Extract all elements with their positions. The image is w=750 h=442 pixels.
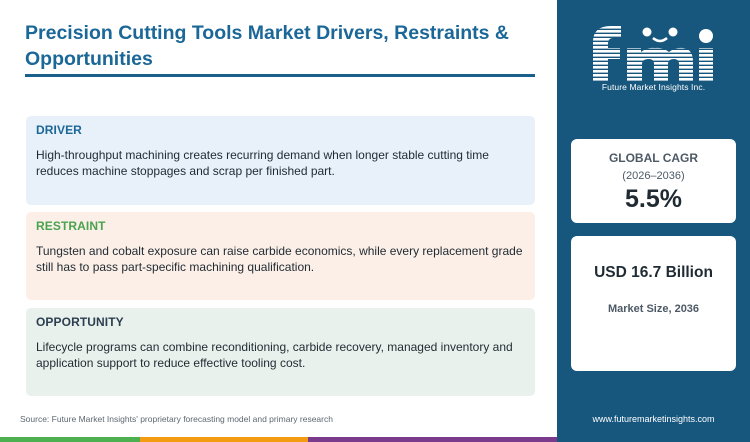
bar-segment-orange xyxy=(140,437,308,442)
title-divider xyxy=(25,74,535,77)
bar-segment-purple xyxy=(308,437,557,442)
cagr-card xyxy=(571,139,736,223)
driver-heading: DRIVER xyxy=(36,123,82,137)
restraint-text: Tungsten and cobalt exposure can raise carbide economics, while every replacement grade still has to pass part-specific machining qualification. xyxy=(36,244,523,274)
bar-segment-blue xyxy=(557,437,750,442)
driver-text: High-throughput machining creates recurring demand when longer stable cutting time reduces machine stoppages and scrap per finished part. xyxy=(36,148,489,178)
market-size-value: USD 16.7 Billion xyxy=(594,264,713,281)
bottom-color-bar xyxy=(0,437,750,442)
market-size-card xyxy=(571,236,736,371)
cagr-value: 5.5% xyxy=(625,185,682,213)
market-size-label: Market Size, 2036 xyxy=(607,303,700,315)
opportunity-card xyxy=(26,308,535,396)
restraint-card xyxy=(26,212,535,300)
logo-tagline: Future Market Insights Inc. xyxy=(601,82,706,92)
website-link[interactable]: www.futuremarketinsights.com xyxy=(592,414,715,424)
page-title: Precision Cutting Tools Market Drivers, Restraints & Opportunities xyxy=(25,22,510,70)
source-note: Source: Future Market Insights' proprietary forecasting model and primary research xyxy=(20,414,333,424)
restraint-heading: RESTRAINT xyxy=(36,219,106,233)
opportunity-text: Lifecycle programs can combine reconditioning, carbide recovery, managed inventory and application support to reduce effective tooling cost. xyxy=(36,340,513,370)
opportunity-heading: OPPORTUNITY xyxy=(36,315,124,329)
bar-segment-green xyxy=(0,437,140,442)
driver-card xyxy=(26,116,535,205)
cagr-label: GLOBAL CAGR xyxy=(608,151,699,165)
cagr-period: (2026–2036) xyxy=(622,170,685,182)
